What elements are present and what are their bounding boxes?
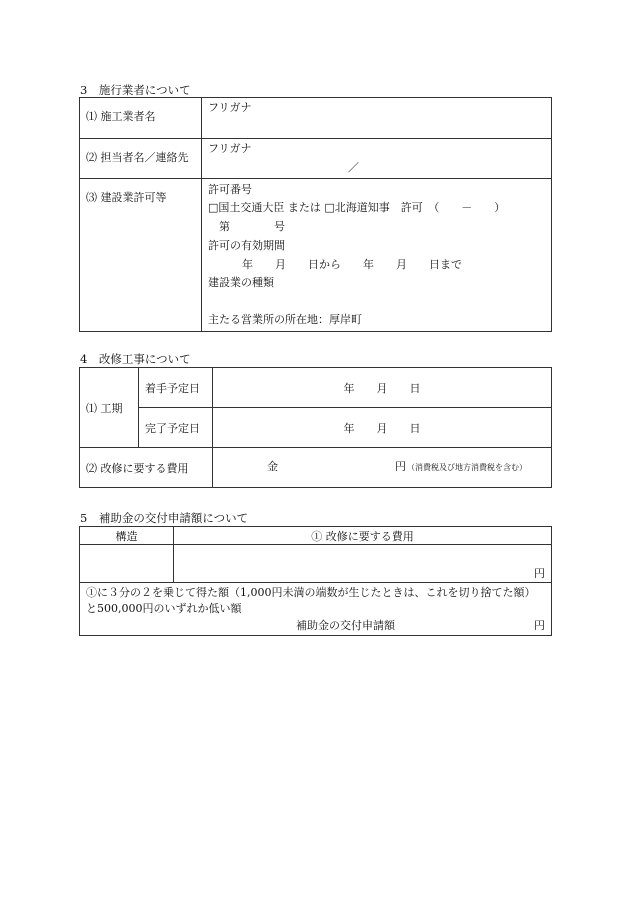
license-authority-options[interactable]: □国土交通大臣 または □北海道知事 許可 （ － ） bbox=[208, 201, 506, 214]
license-number-label: 許可番号 bbox=[208, 183, 252, 196]
cost-unit: 円 bbox=[395, 460, 406, 473]
section4-title: 4 改修工事について bbox=[80, 352, 191, 366]
period-label: ⑴ 工期 bbox=[80, 368, 139, 448]
cost-label: ⑵ 改修に要する費用 bbox=[80, 448, 213, 488]
renovation-table bbox=[79, 367, 552, 488]
license-label: ⑶ 建設業許可等 bbox=[86, 191, 167, 204]
contact-kana-label: フリガナ bbox=[208, 142, 252, 155]
end-date-label: 完了予定日 bbox=[139, 408, 213, 448]
end-date-value: 年 月 日 bbox=[343, 421, 421, 435]
calc-rule-line1: ①に３分の２を乗じて得た額（1,000円未満の端数が生じたときは、これを切り捨てた額） bbox=[86, 586, 536, 599]
end-date-field[interactable] bbox=[213, 408, 552, 448]
start-date-field[interactable] bbox=[213, 368, 552, 408]
section5-title: 5 補助金の交付申請額について bbox=[80, 511, 249, 525]
grant-amount-label: 補助金の交付申請額 bbox=[296, 619, 395, 632]
validity-line: 年 月 日から 年 月 日まで bbox=[242, 258, 462, 271]
cost-header: ① 改修に要する費用 bbox=[174, 527, 552, 545]
business-type-label: 建設業の種類 bbox=[208, 276, 274, 289]
grant-table bbox=[79, 526, 552, 636]
start-date-value: 年 月 日 bbox=[343, 381, 421, 395]
contact-field[interactable] bbox=[202, 139, 552, 179]
contractor-table bbox=[79, 97, 552, 332]
start-date-label: 着手予定日 bbox=[139, 368, 213, 408]
company-name-field[interactable] bbox=[202, 98, 552, 139]
grant-amount-field[interactable] bbox=[80, 583, 552, 636]
contact-label: ⑵ 担当者名／連絡先 bbox=[86, 151, 189, 164]
grant-yen-unit: 円 bbox=[534, 619, 545, 632]
cost-yen-unit: 円 bbox=[534, 567, 545, 580]
structure-field[interactable] bbox=[80, 545, 174, 583]
contact-separator: ／ bbox=[348, 161, 359, 174]
license-number-line: 第 号 bbox=[208, 220, 285, 233]
office-location-line: 主たる営業所の所在地：厚岸町 bbox=[208, 313, 362, 326]
company-name-label: ⑴ 施工業者名 bbox=[86, 110, 156, 123]
company-kana-label: フリガナ bbox=[208, 101, 252, 114]
validity-label: 許可の有効期間 bbox=[208, 239, 285, 252]
structure-header: 構造 bbox=[80, 527, 174, 545]
section3-title: 3 施行業者について bbox=[80, 83, 191, 97]
cost-prefix: 金 bbox=[267, 460, 278, 473]
renovation-cost-field[interactable] bbox=[174, 545, 552, 583]
license-field[interactable] bbox=[202, 179, 552, 332]
cost-field[interactable] bbox=[213, 448, 552, 488]
cost-tax-note: （消費税及び地方消費税を含む） bbox=[407, 463, 527, 472]
calc-rule-line2: と500,000円のいずれか低い額 bbox=[86, 602, 242, 615]
